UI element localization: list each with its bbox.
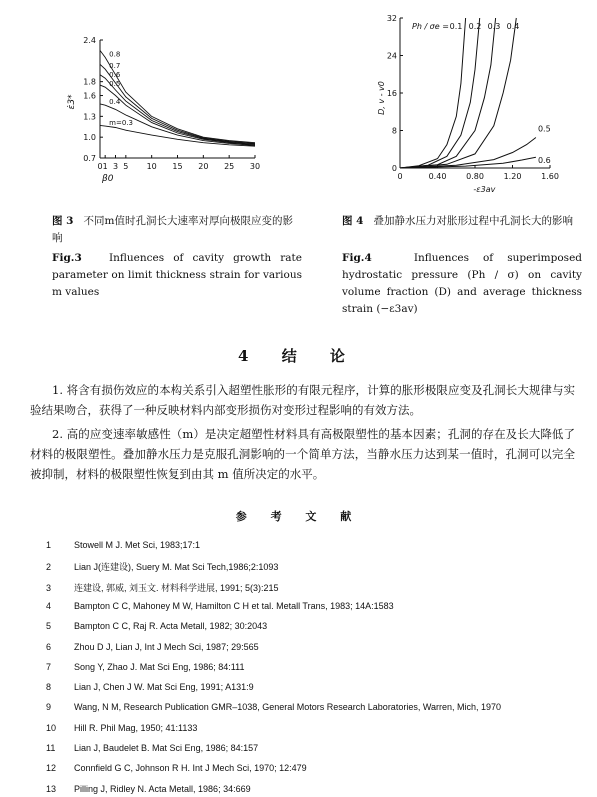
reference-text: Bampton C C, Mahoney M W, Hamilton C H et tal. Metall Trans, 1983; 14A:1583: [74, 600, 394, 611]
reference-number: 2: [46, 562, 52, 573]
x-tick-label: 5: [123, 162, 129, 171]
fig4-cn-label: 图 4: [342, 215, 364, 227]
reference-text: Stowell M J. Met Sci, 1983;17:1: [74, 540, 201, 550]
series-label: 0.8: [109, 50, 121, 59]
reference-text: Lian J, Chen J W. Mat Sci Eng, 1991; A131:9: [74, 682, 254, 693]
fig4-en-label: Fig.4: [342, 252, 372, 264]
reference-item: [46, 581, 586, 594]
y-tick-label: 16: [386, 89, 397, 98]
reference-item: [46, 784, 586, 794]
reference-item: [46, 763, 586, 773]
x-tick-label: 0.40: [428, 172, 447, 181]
x-tick-label: 15: [172, 162, 183, 171]
y-tick-label: 1.0: [83, 133, 96, 143]
x-tick-label: 25: [224, 162, 235, 171]
series-label: 0.6: [109, 71, 121, 80]
y-tick-label: 0: [391, 164, 397, 173]
reference-text: Lian J(连建设), Suery M. Mat Sci Tech,1986;2:1093: [74, 562, 279, 573]
reference-text: Wang, N M, Research Publication GMR–1038, General Motors Research Laboratories, Warren, Mich, 1970: [74, 702, 502, 713]
series-label: 0.7: [109, 62, 121, 71]
reference-number: 12: [46, 763, 57, 774]
x-tick-label: 1.60: [541, 172, 559, 181]
reference-text: 连建设, 郭威, 刘玉文. 材料科学进展, 1991; 5(3):215: [74, 582, 279, 593]
section-title: 4 结 论: [238, 347, 359, 365]
y-tick-label: 32: [386, 14, 397, 23]
series-label: 0.2: [468, 22, 482, 31]
fig3-en-text: Influences of cavity growth rate parameter on limit thickness strain for various m values: [52, 252, 302, 298]
y-tick-label: 24: [386, 51, 397, 61]
y-tick-label: 1.8: [83, 77, 96, 87]
conclusion-para-2: 2. 高的应变速率敏感性（m）是决定超塑性材料具有高极限塑性的基本因素；孔洞的存在及长大降低了材料的极限塑性。叠加静水压力是克服孔洞影响的一个简单方法，当静水压力达到某一值时，孔洞可以完全被抑制，材料的极限塑性恢复到由其 m 值所决定的水平。: [30, 427, 575, 481]
reference-text: Zhou D J, Lian J, Int J Mech Sci, 1987; 29:565: [74, 641, 259, 652]
fig3-cn-label: 图 3: [52, 215, 74, 227]
series-label: 0.4: [506, 22, 520, 31]
series-label: 0.3: [487, 22, 501, 31]
reference-item: [46, 662, 586, 672]
reference-number: 9: [46, 702, 52, 713]
y-axis-label: D, v - v0: [377, 81, 386, 115]
reference-item: [46, 702, 586, 712]
y-tick-label: 8: [391, 126, 397, 136]
reference-number: 8: [46, 682, 52, 693]
x-tick-label: 3: [112, 162, 119, 171]
series-label: 0.4: [109, 98, 121, 107]
y-axis-label: ε̇3*: [67, 94, 77, 110]
reference-number: 11: [46, 743, 56, 753]
x-tick-label: 20: [198, 162, 209, 171]
x-axis-label: -ε3av: [473, 185, 496, 194]
reference-item: [46, 743, 586, 753]
references-title: 参 考 文 献: [235, 510, 362, 523]
x-axis-label: β0: [102, 174, 114, 184]
reference-item: [46, 723, 586, 733]
x-tick-label: 30: [249, 162, 261, 171]
reference-text: Bampton C C, Raj R. Acta Metall, 1982; 30:2043: [74, 621, 268, 632]
reference-number: 1: [46, 540, 52, 550]
reference-item: [46, 642, 586, 652]
legend-title: Ph / σe =: [412, 22, 449, 31]
reference-item: [46, 560, 586, 573]
series-label: 0.5: [109, 80, 121, 89]
reference-number: 3: [46, 582, 52, 593]
x-tick-label: 1: [102, 162, 108, 171]
reference-text: Connfield G C, Johnson R H. Int J Mech Sci, 1970; 12:479: [74, 763, 307, 774]
reference-number: 6: [46, 641, 52, 652]
x-tick-label: 0.80: [466, 172, 484, 181]
x-tick-label: 10: [146, 162, 157, 171]
reference-number: 13: [46, 783, 57, 794]
reference-item: [46, 540, 586, 550]
series-label: 0.6: [537, 156, 551, 166]
x-tick-label: 0: [97, 162, 103, 171]
x-tick-label: 1.20: [503, 172, 522, 181]
y-tick-label: 2.4: [83, 36, 96, 45]
reference-text: Pilling J, Ridley N. Acta Metall, 1986; 34:669: [74, 783, 251, 794]
fig4-en-text: Influences of superimposed hydrostatic pressure (Ph / σ) on cavity volume fraction (D) and average thickness strain (−ε3av): [342, 252, 583, 315]
reference-text: Lian J, Baudelet B. Mat Sci Eng, 1986; 84:157: [74, 743, 259, 753]
series-label: 0.1: [449, 22, 463, 31]
y-tick-label: 0.7: [83, 154, 96, 163]
reference-number: 4: [46, 600, 52, 611]
reference-text: Hill R. Phil Mag, 1950; 41:1133: [74, 722, 198, 733]
reference-item: [46, 601, 586, 611]
conclusion-para-1: 1. 将含有损伤效应的本构关系引入超塑性胀形的有限元程序，计算的胀形极限应变及孔洞长大规律与实验结果吻合，获得了一种反映材料内部变形损伤对变形过程影响的有效方法。: [30, 383, 575, 417]
reference-number: 5: [46, 621, 52, 632]
x-tick-label: 0: [397, 172, 403, 181]
series-label: m=0.3: [109, 119, 133, 128]
reference-number: 7: [46, 661, 52, 672]
reference-item: [46, 682, 586, 692]
fig3-cn-text: 不同m值时孔洞长大速率对厚向极限应变的影响: [52, 215, 293, 244]
reference-item: [46, 621, 586, 631]
series-label: 0.5: [537, 124, 551, 134]
y-tick-label: 1.3: [83, 112, 96, 122]
fig4-cn-text: 叠加静水压力对胀形过程中孔洞长大的影响: [373, 215, 573, 227]
fig3-en-label: Fig.3: [52, 252, 82, 264]
y-tick-label: 1.6: [83, 91, 96, 101]
reference-number: 10: [46, 722, 57, 733]
reference-text: Song Y, Zhao J. Mat Sci Eng, 1986; 84:111: [74, 661, 245, 672]
